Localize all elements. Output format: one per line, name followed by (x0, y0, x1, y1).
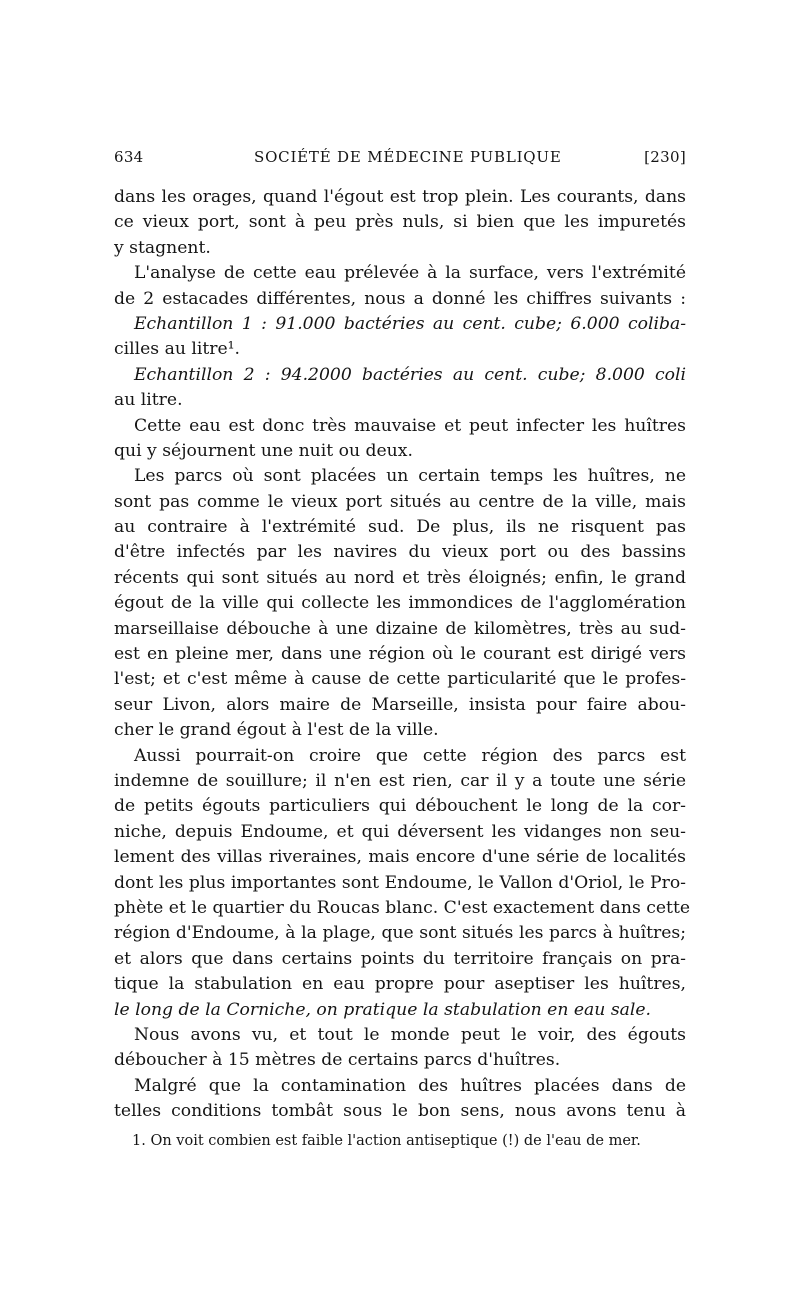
text-line: l'est; et c'est même à cause de cette particularité que le profes- (114, 669, 686, 690)
text-line: dont les plus importantes sont Endoume, le Vallon d'Oriol, le Pro- (114, 872, 686, 893)
text-line: Les parcs où sont placées un certain temps les huîtres, ne (134, 466, 686, 487)
text-line: égout de la ville qui collecte les immondices de l'agglomération (114, 593, 686, 614)
text-line: Nous avons vu, et tout le monde peut le voir, des égouts (134, 1024, 686, 1045)
page-number: 634 (114, 148, 144, 166)
text-line: ce vieux port, sont à peu près nuls, si bien que les impuretés (114, 212, 686, 233)
text-line: cilles au litre¹. (114, 339, 240, 360)
text-line: indemne de souillure; il n'en est rien, car il y a toute une série (114, 770, 686, 791)
sample-1-line: Echantillon 1 : 91.000 bactéries au cent. cube; 6.000 coliba- (134, 313, 686, 334)
text-line: cher le grand égout à l'est de la ville. (114, 720, 439, 741)
sample-2-line: Echantillon 2 : 94.2000 bactéries au cent. cube; 8.000 coli (134, 364, 686, 385)
text-line: y stagnent. (114, 237, 211, 258)
text-line: L'analyse de cette eau prélevée à la surface, vers l'extrémité (134, 263, 686, 284)
body-text (114, 185, 691, 1124)
text-line: de petits égouts particuliers qui débouchent le long de la cor- (114, 796, 686, 817)
text-line: au litre. (114, 390, 183, 411)
text-line: et alors que dans certains points du territoire français on pra- (114, 948, 686, 969)
running-header (114, 148, 686, 170)
text-line: lement des villas riveraines, mais encore d'une série de localités (114, 847, 686, 868)
text-line: de 2 estacades différentes, nous a donné les chiffres suivants : (114, 288, 686, 309)
text-line: seur Livon, alors maire de Marseille, insista pour faire abou- (114, 694, 686, 715)
text-line: d'être infectés par les navires du vieux port ou des bassins (114, 542, 686, 563)
footnote: 1. On voit combien est faible l'action antiseptique (!) de l'eau de mer. (132, 1133, 641, 1149)
text-line: au contraire à l'extrémité sud. De plus, ils ne risquent pas (114, 517, 686, 538)
text-line: est en pleine mer, dans une région où le courant est dirigé vers (114, 644, 686, 665)
text-line: phète et le quartier du Roucas blanc. C'est exactement dans cette (114, 897, 691, 918)
text-line: déboucher à 15 mètres de certains parcs d'huîtres. (114, 1050, 561, 1071)
text-line: niche, depuis Endoume, et qui déversent les vidanges non seu- (114, 821, 686, 842)
text-line: Aussi pourrait-on croire que cette région des parcs est (134, 745, 686, 766)
text-line: marseillaise débouche à une dizaine de kilomètres, très au sud- (114, 618, 686, 639)
text-line: récents qui sont situés au nord et très éloignés; enfin, le grand (114, 567, 686, 588)
bracket-number: [230] (644, 148, 686, 166)
text-line: sont pas comme le vieux port situés au centre de la ville, mais (114, 491, 686, 512)
text-line: le long de la Corniche, on pratique la stabulation en eau sale. (114, 999, 652, 1020)
text-line: qui y séjournent une nuit ou deux. (114, 440, 413, 461)
text-line: région d'Endoume, à la plage, que sont situés les parcs à huîtres; (114, 923, 686, 944)
text-line: telles conditions tombât sous le bon sens, nous avons tenu à (114, 1101, 686, 1122)
text-line: Cette eau est donc très mauvaise et peut infecter les huîtres (134, 415, 686, 436)
text-line: Malgré que la contamination des huîtres placées dans de (134, 1075, 686, 1096)
text-line: dans les orages, quand l'égout est trop plein. Les courants, dans (114, 187, 686, 207)
text-line: tique la stabulation en eau propre pour aseptiser les huîtres, (114, 974, 686, 995)
running-title: SOCIÉTÉ DE MÉDECINE PUBLIQUE (254, 148, 562, 166)
